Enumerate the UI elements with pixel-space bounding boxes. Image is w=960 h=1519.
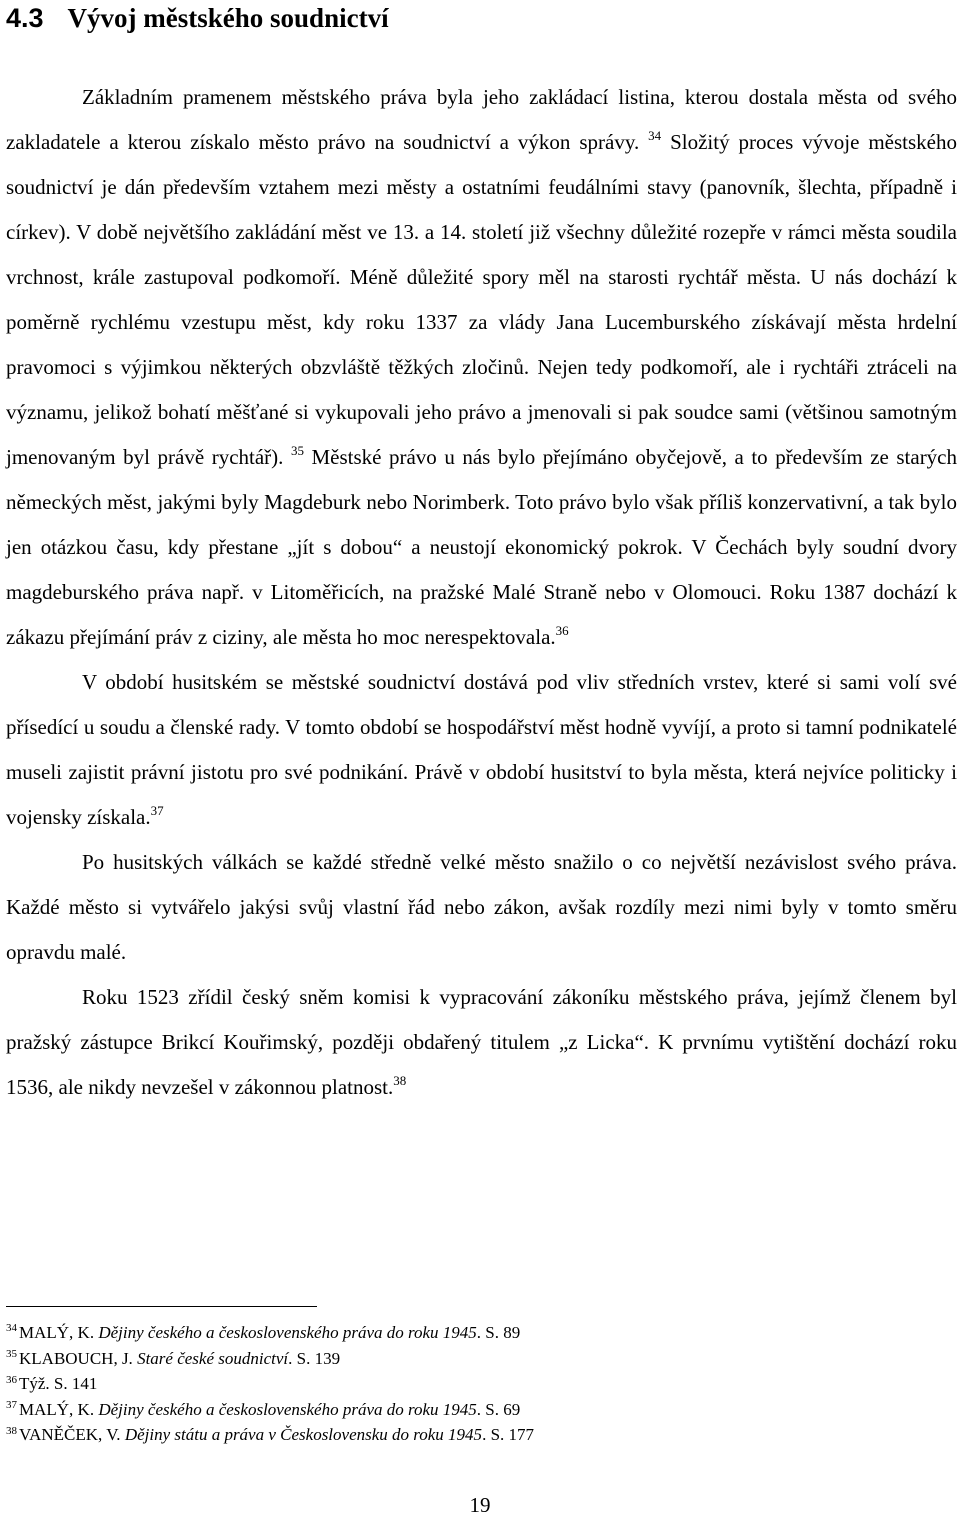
footnote-title: Staré české soudnictví xyxy=(137,1348,289,1368)
footnote-author: Týž. S. 141 xyxy=(19,1374,98,1394)
footnote-title: Dějiny českého a československého práva do roku 1945 xyxy=(98,1399,477,1419)
footnote-author: KLABOUCH, J. xyxy=(19,1348,138,1368)
paragraph-text: V období husitském se městské soudnictví dostává pod vliv středních vrstev, které si sami volí své přísedící u soudu a členské rady. V tomto období se hospodářství měst hodně vyvíjí, a proto si tamní podnikatelé museli zajistit právní jistotu pro své podnikání. Právě v období husitství to byla města, která nejvíce politicky i vojensky získala. xyxy=(6,670,957,829)
footnote-title: Dějiny státu a práva v Československu do roku 1945 xyxy=(124,1425,483,1445)
footnote-number: 34 xyxy=(6,1322,17,1335)
section-title: Vývoj městského soudnictví xyxy=(67,3,389,33)
footnote-separator xyxy=(6,1306,317,1307)
footnote-number: 37 xyxy=(6,1399,17,1412)
footnote-page: . S. 139 xyxy=(288,1348,341,1368)
footnote-reference-37[interactable]: 37 xyxy=(150,802,164,818)
footnote-37 xyxy=(6,1397,906,1423)
footnote-number: 36 xyxy=(6,1373,17,1386)
footnote-35 xyxy=(6,1346,906,1372)
footnote-38 xyxy=(6,1422,906,1448)
paragraph-2 xyxy=(6,660,957,840)
section-number: 4.3 xyxy=(6,3,44,33)
paragraph-text: Roku 1523 zřídil český sněm komisi k vypracování zákoníku městského práva, jejímž členem byl pražský zástupce Brikcí Kouřimský, později obdařený titulem „z Licka“. K prvnímu vytištění dochází roku 1536, ale nikdy nevzešel v zákonnou platnost. xyxy=(6,985,957,1099)
page-number: 19 xyxy=(469,1493,491,1517)
body-text xyxy=(6,75,957,1110)
section-heading xyxy=(6,0,956,36)
footnote-reference-35[interactable]: 35 xyxy=(290,442,304,458)
footnote-page: . S. 177 xyxy=(482,1425,535,1445)
footnote-number: 35 xyxy=(6,1348,17,1360)
footnote-reference-34[interactable]: 34 xyxy=(648,127,662,143)
footnote-reference-38[interactable]: 38 xyxy=(393,1072,407,1088)
footnotes xyxy=(6,1320,906,1448)
footnote-page: . S. 89 xyxy=(476,1323,521,1342)
footnote-author: VANĚČEK, V. xyxy=(19,1425,125,1445)
footnote-author: MALÝ, K. xyxy=(19,1323,99,1342)
footnote-34 xyxy=(6,1320,906,1346)
footnote-36 xyxy=(6,1371,906,1397)
paragraph-text: Po husitských válkách se každé středně velké město snažilo o co největší nezávislost svého práva. Každé město si vytvářelo jakýsi svůj vlastní řád nebo zákon, avšak rozdíly mezi nimi byly v tomto směru opravdu malé. xyxy=(6,850,957,964)
paragraph-text: Základním pramenem městského práva byla jeho zakládací listina, kterou dostala města od svého zakladatele a kterou získalo město právo na soudnictví a výkon správy. xyxy=(6,85,957,154)
footnote-title: Dějiny českého a československého práva do roku 1945 xyxy=(98,1323,477,1342)
paragraph-text: Městské právo u nás bylo přejímáno obyčejově, a to především ze starých německých měst, jakými byly Magdeburk nebo Norimberk. Toto právo bylo však příliš konzervativní, a tak bylo jen otázkou času, kdy přestane „jít s dobou“ a neustojí ekonomický pokrok. V Čechách byly soudní dvory magdeburského práva např. v Litoměřicích, na pražské Malé Straně nebo v Olomouci. Roku 1387 dochází k zákazu přejímání práv z ciziny, ale města ho moc nerespektovala. xyxy=(6,445,958,649)
footnote-author: MALÝ, K. xyxy=(19,1399,99,1419)
footnote-number: 38 xyxy=(6,1424,17,1437)
paragraph-text: Složitý proces vývoje městského soudnictví je dán především vztahem mezi městy a ostatními feudálními stavy (panovník, šlechta, případně i církev). V době největšího zakládání měst ve 13. a 14. století již všechny důležité rozepře v rámci města soudila vrchnost, krále zastupoval podkomoří. Méně důležité spory měl na starosti rychtář města. U nás dochází k poměrně rychlému vzestupu měst, kdy roku 1337 za vlády Jana Lucemburského získávají města hrdelní pravomoci s výjimkou některých obzvláště těžkých zločinů. Nejen tedy podkomoří, ale i rychtáři ztráceli na významu, jelikož bohatí měšťané si vykupovali jeho právo a jmenovali si pak soudce sami (většinou samotným jmenovaným byl právě rychtář). xyxy=(6,130,957,469)
paragraph-1 xyxy=(6,75,957,660)
footnote-page: . S. 69 xyxy=(476,1399,521,1419)
paragraph-3 xyxy=(6,840,957,975)
paragraph-4 xyxy=(6,975,957,1110)
footnote-reference-36[interactable]: 36 xyxy=(555,622,569,638)
